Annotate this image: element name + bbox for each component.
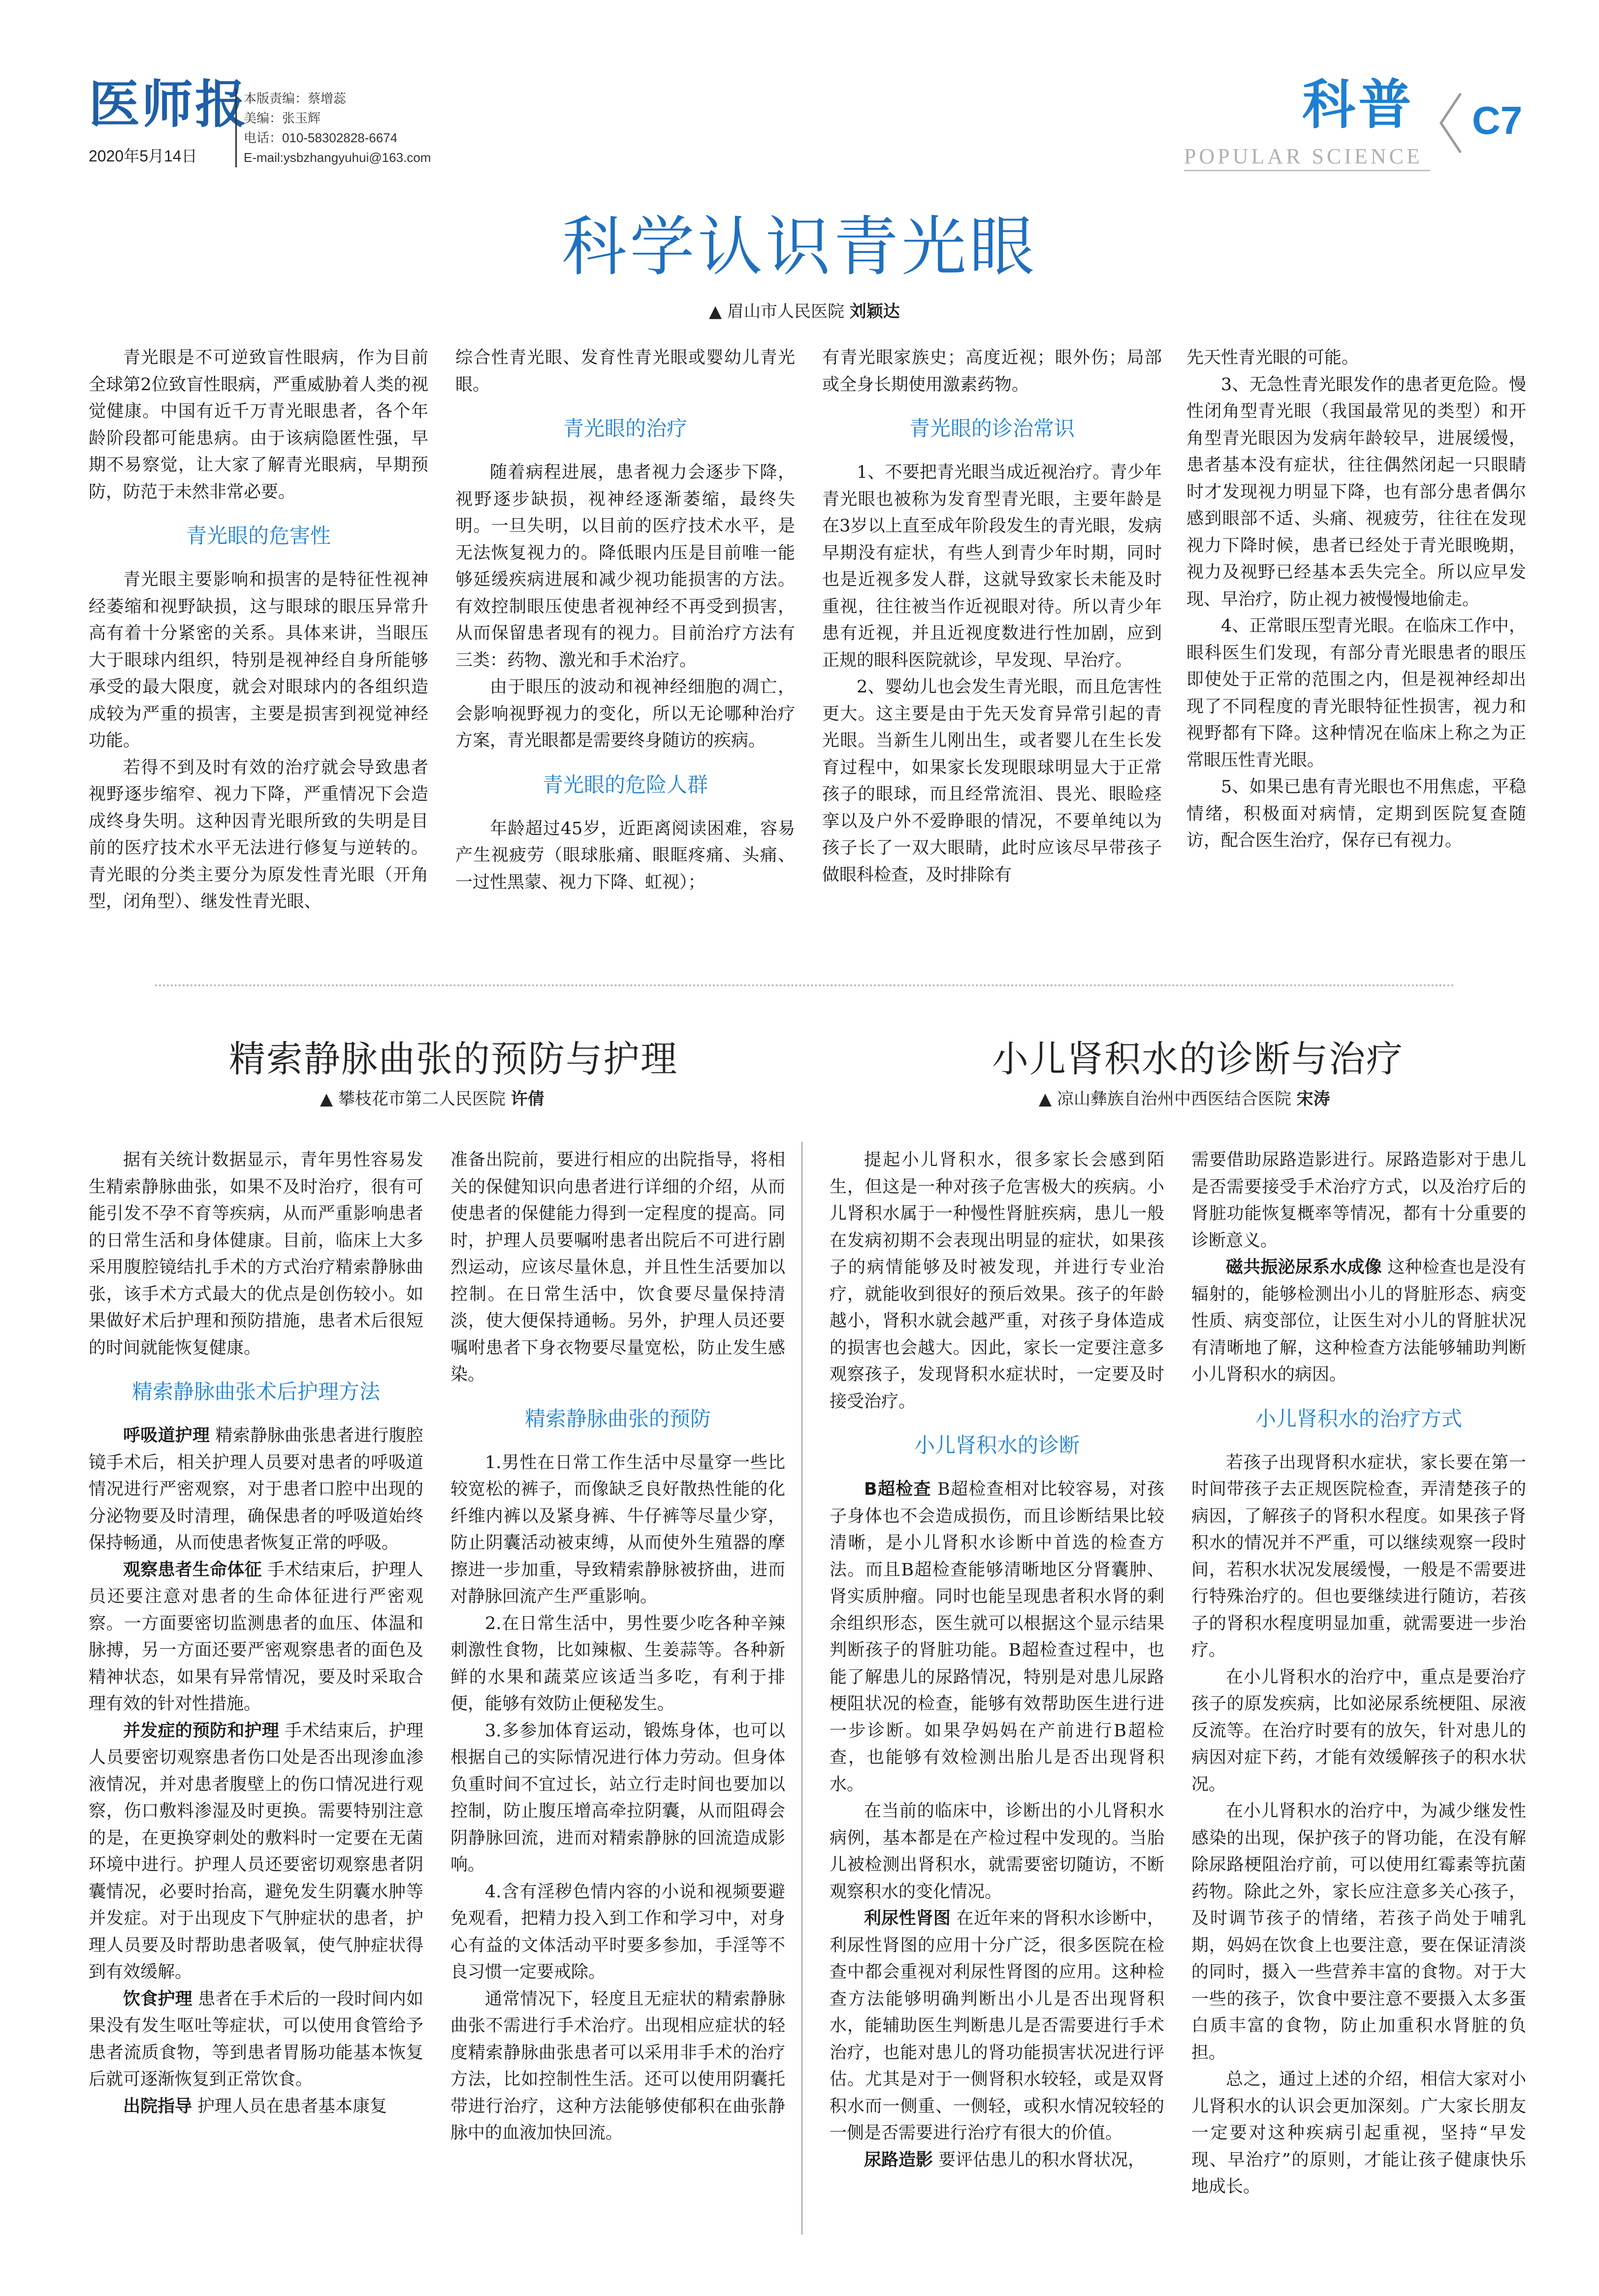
paragraph-text: 要评估患儿的积水肾状况， [938, 2150, 1146, 2170]
paragraph [89, 1557, 423, 1718]
paragraph: 4.含有淫秽色情内容的小说和视频要避免观看，把精力投入到工作和学习中，对身心有益的文体活动平时要多参加，手淫等不良习惯一定要戒除。 [450, 1882, 785, 1982]
paragraph-text: 患者在手术后的一段时间内如果没有发生呕吐等症状，可以使用食管给予患者流质食物，等到患者胃肠功能基本恢复后就可逐渐恢复到正常饮食。 [89, 1989, 423, 2089]
designer-line: 美编：张玉辉 [244, 111, 321, 126]
lead-in: 利尿性肾图 [864, 1909, 951, 1928]
paragraph: 在当前的临床中，诊断出的小儿肾积水病例，基本都是在产检过程中发现的。当胎儿被检测出肾积水，就需要密切随访，不断观察积水的变化情况。 [830, 1801, 1164, 1902]
paragraph: 总之，通过上述的介绍，相信大家对小儿肾积水的认识会更加深刻。广大家长朋友一定要对这种疾病引起重视，坚持“早发现、早治疗”的原则，才能让孩子健康快乐地成长。 [1191, 2070, 1526, 2197]
article1-title: 科学认识青光眼 [562, 209, 1037, 285]
paragraph [89, 1986, 423, 2093]
paragraph: 青光眼是不可逆致盲性眼病，作为目前全球第2位致盲性眼病，严重威胁着人类的视觉健康。中国有近千万青光眼患者，各个年龄阶段都可能患病。由于该病隐匿性强，早期不易察觉，让大家了解青光眼病，早期预防，防范于未然非常必要。 [89, 348, 428, 502]
article3-column-1 [830, 1147, 1164, 2173]
paragraph: 需要借助尿路造影进行。尿路造影对于患儿是否需要接受手术治疗方式，以及治疗后的肾脏功能恢复概率等情况，都有十分重要的诊断意义。 [1191, 1150, 1526, 1251]
triangle-icon: ▲ [320, 1089, 338, 1109]
paragraph: 2、婴幼儿也会发生青光眼，而且危害性更大。这主要是由于先天发育异常引起的青光眼。当新生儿刚出生，或者婴儿在生长发育过程中，如果家长发现眼球明显大于正常孩子的眼球，而且经常流泪、畏光、眼睑痉挛以及户外不爱睁眼的情况，不要单纯以为孩子长了一双大眼睛，此时应该尽早带孩子做眼科检查，及时排除有 [822, 677, 1162, 885]
paragraph: 2.在日常生活中，男性要少吃各种辛辣刺激性食物，比如辣椒、生姜蒜等。各种新鲜的水果和蔬菜应该适当多吃，有利于排便，能够有效防止便秘发生。 [450, 1613, 785, 1714]
article2-byline [320, 1085, 544, 1109]
paragraph [830, 2147, 1164, 2174]
section-heading: 青光眼的诊治常识 [909, 416, 1075, 440]
section-title: 科普 [1302, 74, 1415, 136]
section-divider [155, 984, 1455, 986]
paragraph-text: 手术结束后，护理人员要密切观察患者伤口处是否出现渗血渗液情况，并对患者腹壁上的伤口情况进行观察，伤口敷料渗湿及时更换。需要特别注意的是，在更换穿刺处的敷料时一定要在无菌环境中进行。护理人员还要密切观察患者阴囊情况，必要时抬高，避免发生阴囊水肿等并发症。对于出现皮下气肿症状的患者，护理人员要及时帮助患者吸氧，使气肿症状得到有效缓解。 [89, 1721, 423, 1982]
paragraph-text: 护理人员在患者基本康复 [197, 2096, 387, 2116]
article2-column-1 [89, 1147, 423, 2120]
paragraph: 年龄超过45岁，近距离阅读困难，容易产生视疲劳（眼球胀痛、眼眶疼痛、头痛、一过性黑蒙、视力下降、虹视）； [455, 818, 795, 892]
paragraph: 若孩子出现肾积水症状，家长要在第一时间带孩子去正规医院检查，弄清楚孩子的病因，了解孩子的肾积水程度。如果孩子肾积水的情况并不严重，可以继续观察一段时间，若积水状况发展缓慢，一般是不需要进行特殊治疗的。但也要继续进行随访，若孩子的肾积水程度明显加重，就需要进一步治疗。 [1191, 1452, 1526, 1660]
email-line: E-mail:ysbzhangyuhui@163.com [244, 150, 431, 165]
section-heading: 小儿肾积水的治疗方式 [1255, 1406, 1462, 1431]
paragraph-text: 精索静脉曲张患者进行腹腔镜手术后，相关护理人员要对患者的呼吸道情况进行严密观察，对于患者口腔中出现的分泌物要及时清理，确保患者的呼吸道始终保持畅通，从而使患者恢复正常的呼吸。 [89, 1426, 423, 1553]
paragraph: 5、如果已患有青光眼也不用焦虑，平稳情绪，积极面对病情，定期到医院复查随访，配合医生治疗，保存已有视力。 [1186, 777, 1526, 850]
editor-info [235, 89, 431, 167]
article3-column-2 [1191, 1147, 1526, 2201]
paragraph-text: B超检查相对比较容易，对孩子身体也不会造成损伤，而且诊断结果比较清晰，是小儿肾积水诊断中首选的检查方法。而且B超检查能够清晰地区分肾囊肿、肾实质肿瘤。同时也能呈现患者积水肾的剩余组织形态，医生就可以根据这个显示结果判断孩子的肾脏功能。B超检查过程中，也能了解患儿的尿路情况，特别是对患儿尿路梗阻状况的检查，能够有效帮助医生进行进一步诊断。如果孕妈妈在产前进行B超检查，也能够有效检测出胎儿是否出现肾积水。 [830, 1479, 1164, 1794]
lead-in: 尿路造影 [864, 2150, 933, 2170]
paragraph-text: 这种检查也是没有辐射的，能够检测出小儿的肾脏形态、病变性质、病变部位，让医生对小儿的肾脏状况有清晰地了解，这种检查方法能够辅助判断小儿肾积水的病因。 [1191, 1258, 1526, 1384]
paragraph [1191, 1254, 1526, 1388]
article1-column-2 [455, 345, 795, 896]
triangle-icon: ▲ [1039, 1089, 1057, 1109]
paragraph [89, 2093, 423, 2120]
paragraph: 1.男性在日常工作生活中尽量穿一些比较宽松的裤子，而像缺乏良好散热性能的化纤维内裤以及紧身裤、牛仔裤等尽量少穿，防止阴囊活动被束缚，从而使外生殖器的摩擦进一步加重，导致精索静脉被挤曲，进而对静脉回流产生严重影响。 [450, 1452, 785, 1606]
paragraph: 1、不要把青光眼当成近视治疗。青少年青光眼也被称为发育型青光眼，主要年龄是在3岁以上直至成年阶段发生的青光眼，发病早期没有症状，有些人到青少年时期，同时也是近视多发人群，这就导致家长未能及时重视，往往被当作近视眼对待。所以青少年患有近视，并且近视度数进行性加剧，应到正规的眼科医院就诊，早发现、早治疗。 [822, 463, 1162, 670]
byline-org: 攀枝花市第二人民医院 [338, 1089, 506, 1109]
byline-org: 眉山市人民医院 [727, 302, 844, 321]
paragraph-text: 在近年来的肾积水诊断中，利尿性肾图的应用十分广泛，很多医院在检查中都会重视对利尿性肾图的应用。这种检查方法能够明确判断出小儿是否出现肾积水，能辅助医生判断患儿是否需要进行手术治疗，也能对患儿的肾功能损害状况进行评估。尤其是对于一侧肾积水较轻，或是双肾积水而一侧重、一侧轻，或积水情况较轻的一侧是否需要进行治疗有很大的价值。 [830, 1909, 1164, 2143]
paragraph: 若得不到及时有效的治疗就会导致患者视野逐步缩窄、视力下降，严重情况下会造成终身失明。这种因青光眼所致的失明是目前的医疗技术水平无法进行修复与逆转的。青光眼的分类主要分为原发性青光眼（开角型，闭角型）、继发性青光眼、 [89, 757, 428, 912]
article2-column-2 [450, 1147, 785, 2147]
article3-byline [1039, 1085, 1330, 1109]
section-heading: 精索静脉曲张的预防 [524, 1406, 711, 1431]
byline-author: 宋涛 [1296, 1089, 1330, 1109]
paragraph: 在小儿肾积水的治疗中，重点是要治疗孩子的原发疾病，比如泌尿系统梗阻、尿液反流等。在治疗时要有的放矢，针对患儿的病因对症下药，才能有效缓解孩子的积水状况。 [1191, 1667, 1526, 1794]
paragraph [830, 1476, 1164, 1798]
paragraph: 通常情况下，轻度且无症状的精索静脉曲张不需进行手术治疗。出现相应症状的轻度精索静脉曲张患者可以采用非手术的治疗方法，比如控制性生活。还可以使用阴囊托带进行治疗，这种方法能够使郁积在曲张静脉中的血液加快回流。 [450, 1989, 785, 2143]
paragraph [830, 1905, 1164, 2147]
article1-byline [709, 298, 900, 322]
page-number: C7 [1472, 98, 1523, 142]
lead-in: 呼吸道护理 [123, 1426, 210, 1446]
lead-in: 磁共振泌尿系水成像 [1226, 1258, 1382, 1277]
byline-author: 许倩 [511, 1089, 544, 1109]
lead-in: 饮食护理 [123, 1989, 192, 2009]
column-rule [801, 1142, 802, 2234]
header-rule [1184, 170, 1430, 171]
paragraph: 先天性青光眼的可能。 [1186, 348, 1359, 368]
byline-author: 刘颖达 [849, 302, 900, 321]
paragraph: 随着病程进展，患者视力会逐步下降，视野逐步缺损，视神经逐渐萎缩，最终失明。一旦失明，以目前的医疗技术水平，是无法恢复视力的。降低眼内压是目前唯一能够延缓疾病进展和减少视功能损害的方法。有效控制眼压使患者视神经不再受到损害，从而保留患者现有的视力。目前治疗方法有三类：药物、激光和手术治疗。 [455, 463, 795, 670]
triangle-icon: ▲ [709, 302, 727, 321]
paragraph: 青光眼主要影响和损害的是特征性视神经萎缩和视野缺损，这与眼球的眼压异常升高有着十分紧密的关系。具体来讲，当眼压大于眼球内组织，特别是视神经自身所能够承受的最大限度，就会对眼球内的各组织造成较为严重的损害，主要是损害到视觉神经功能。 [89, 570, 428, 751]
editor-line: 本版责编：蔡增蕊 [244, 91, 347, 106]
article2-title: 精索静脉曲张的预防与护理 [229, 1038, 678, 1080]
paragraph: 3.多参加体育运动，锻炼身体，也可以根据自己的实际情况进行体力劳动。但身体负重时间不宜过长，站立行走时间也要加以控制，防止腹压增高牵拉阴囊，从而阻碍会阴静脉回流，进而对精索静脉的回流造成影响。 [450, 1721, 785, 1875]
paragraph: 准备出院前，要进行相应的出院指导，将相关的保健知识向患者进行详细的介绍，从而使患者的保健能力得到一定程度的提高。同时，护理人员要嘱咐患者出院后不可进行剧烈运动，应该尽量休息，并且性生活要加以控制。在日常生活中，饮食要尽量保持清淡，使大便保持通畅。另外，护理人员还要嘱咐患者下身衣物要尽量宽松，防止发生感染。 [450, 1150, 785, 1384]
paragraph: 有青光眼家族史；高度近视；眼外伤；局部或全身长期使用激素药物。 [822, 348, 1162, 395]
paragraph: 4、正常眼压型青光眼。在临床工作中，眼科医生们发现，有部分青光眼患者的眼压即使处于正常的范围之内，但是视神经却出现了不同程度的青光眼特征性损害，视力和视野都有下降。这种情况在临床上称之为正常眼压性青光眼。 [1186, 616, 1526, 770]
phone-line: 电话：010-58302828-6674 [244, 130, 398, 145]
article1-column-3 [822, 345, 1162, 888]
paragraph: 3、无急性青光眼发作的患者更危险。慢性闭角型青光眼（我国最常见的类型）和开角型青光眼因为发病年龄较早，进展缓慢，患者基本没有症状，往往偶然闭起一只眼睛时才发现视力明显下降，也有部分患者偶尔感到眼部不适、头痛、视疲劳，往往在发现视力下降时候，患者已经处于青光眼晚期，视力及视野已经基本丢失完全。所以应早发现、早治疗，防止视力被慢慢地偷走。 [1186, 375, 1526, 609]
section-heading: 青光眼的危害性 [186, 524, 331, 548]
paragraph [89, 1422, 423, 1557]
paragraph: 在小儿肾积水的治疗中，为减少继发性感染的出现，保护孩子的肾功能，在没有解除尿路梗阻治疗前，可以使用红霉素等抗菌药物。除此之外，家长应注意多关心孩子，及时调节孩子的情绪，若孩子尚处于哺乳期，妈妈在饮食上也要注意，要在保证清淡的同时，摄入一些营养丰富的食物。对于大一些的孩子，饮食中要注意不要摄入太多蛋白质丰富的食物，防止加重积水肾脏的负担。 [1191, 1801, 1526, 2063]
paragraph: 由于眼压的波动和视神经细胞的凋亡，会影响视野视力的变化，所以无论哪种治疗方案，青光眼都是需要终身随访的疾病。 [455, 677, 795, 751]
section-heading: 小儿肾积水的诊断 [914, 1433, 1080, 1457]
lead-in: B超检查 [864, 1479, 931, 1499]
paragraph-text: 手术结束后，护理人员还要注意对患者的生命体征进行严密观察。一方面要密切监测患者的血压、体温和脉搏，另一方面还要严密观察患者的面色及精神状态，如果有异常情况，要及时采取合理有效的针对性措施。 [89, 1560, 423, 1714]
byline-org: 凉山彝族自治州中西医结合医院 [1056, 1089, 1291, 1109]
article1-column-4 [1186, 345, 1526, 854]
paragraph [89, 1718, 423, 1986]
article1-column-1 [89, 345, 428, 915]
section-subtitle: POPULAR SCIENCE [1184, 144, 1423, 168]
issue-date: 2020年5月14日 [89, 147, 197, 165]
chevron-divider-icon [1430, 84, 1470, 162]
lead-in: 出院指导 [123, 2096, 192, 2116]
article3-title: 小儿肾积水的诊断与治疗 [992, 1038, 1404, 1080]
section-heading: 青光眼的危险人群 [542, 772, 708, 797]
section-heading: 精索静脉曲张术后护理方法 [131, 1380, 380, 1404]
lead-in: 观察患者生命体征 [123, 1560, 262, 1580]
lead-in: 并发症的预防和护理 [123, 1721, 280, 1741]
paragraph: 提起小儿肾积水，很多家长会感到陌生，但这是一种对孩子危害极大的疾病。小儿肾积水属于一种慢性肾脏疾病，患儿一般在发病初期不会表现出明显的症状，如果孩子的病情能够及时被发现，并进行专业治疗，就能收到很好的预后效果。孩子的年龄越小，肾积水就会越严重，对孩子身体造成的损害也会越大。因此，家长一定要注意多观察孩子，发现肾积水症状时，一定要及时接受治疗。 [830, 1150, 1164, 1412]
paragraph: 据有关统计数据显示，青年男性容易发生精索静脉曲张，如果不及时治疗，很有可能引发不孕不育等疾病，从而严重影响患者的日常生活和身体健康。目前，临床上大多采用腹腔镜结扎手术的方式治疗精索静脉曲张，该手术方式最大的优点是创伤较小。如果做好术后护理和预防措施，患者术后很短的时间就能恢复健康。 [89, 1150, 423, 1358]
section-heading: 青光眼的治疗 [563, 416, 687, 440]
paragraph: 综合性青光眼、发育性青光眼或婴幼儿青光眼。 [455, 348, 795, 395]
newspaper-logo: 医师报 [89, 74, 249, 134]
